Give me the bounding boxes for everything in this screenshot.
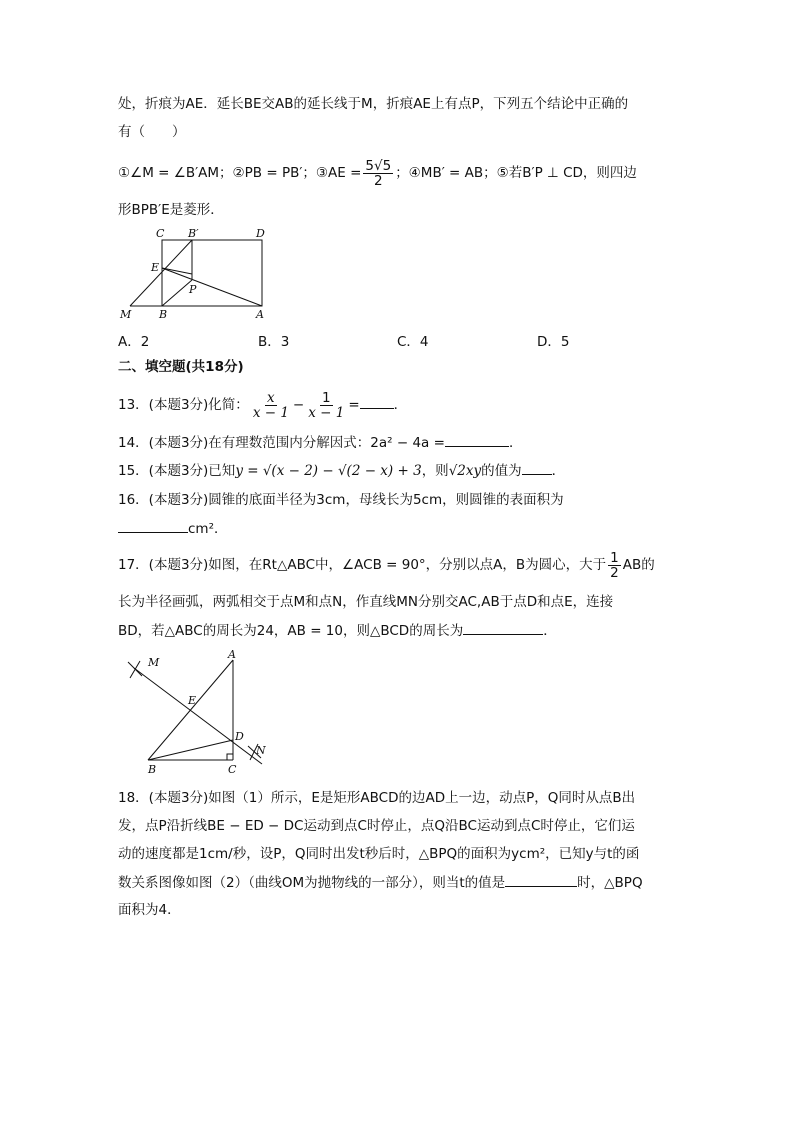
rect-abcd <box>162 240 262 306</box>
label-E: E <box>151 261 160 274</box>
q17-half-num: 1 <box>610 549 619 566</box>
q14-text: 14．(本题3分)在有理数范围内分解因式：2a² − 4a = <box>118 435 445 451</box>
q12-line4: 形BPB′E是菱形． <box>118 202 224 218</box>
q12-figure <box>118 224 278 324</box>
label-N: N <box>256 744 266 757</box>
q16-unit: cm²． <box>188 521 228 537</box>
q13 <box>118 390 407 420</box>
q17-end: ． <box>543 623 557 639</box>
option-a[interactable]: A．2 <box>118 334 150 350</box>
q13-frac1 <box>251 391 291 420</box>
q13-frac2 <box>306 391 346 420</box>
q18-line5: 面积为4． <box>118 902 181 918</box>
q12-ae-fraction <box>363 159 393 188</box>
q15-sqrt: √2xy <box>448 463 482 479</box>
q12-line2: 有（ ） <box>118 124 186 140</box>
line-m-bp <box>130 240 192 306</box>
q13-end: ． <box>393 397 408 413</box>
option-c[interactable]: C．4 <box>397 334 429 350</box>
line-e-bp2 <box>162 268 192 274</box>
q17-line1b: AB的 <box>622 557 655 573</box>
label-B: B <box>148 763 157 776</box>
option-d[interactable]: D．5 <box>537 334 570 350</box>
label-B: B <box>159 308 168 321</box>
q13-blank[interactable] <box>360 394 394 409</box>
q16-line2 <box>118 518 228 539</box>
q14-blank[interactable] <box>445 432 509 447</box>
line-e-a <box>162 268 262 306</box>
label-D: D <box>256 227 265 240</box>
line-bd <box>148 740 233 760</box>
q16-blank[interactable] <box>118 518 188 533</box>
q14 <box>118 432 522 453</box>
q15-blank[interactable] <box>522 460 552 475</box>
q15-end: ． <box>551 463 566 479</box>
q15-expr: y = √(x − 2) − √(2 − x) + 3 <box>235 463 422 479</box>
line-b-p <box>162 280 192 306</box>
q17-line3-text: BD，若△ABC的周长为24，AB = 10，则△BCD的周长为 <box>118 623 464 639</box>
label-C: C <box>228 763 237 776</box>
q12-line1: 处，折痕为AE．延长BE交AB的延长线于M，折痕AE上有点P，下列五个结论中正确的 <box>118 96 629 112</box>
q15-prefix: 15．(本题3分)已知 <box>118 463 236 479</box>
q18-blank[interactable] <box>505 872 577 887</box>
q12-statements <box>118 158 637 188</box>
label-E: E <box>188 694 197 707</box>
line-mn <box>134 668 262 764</box>
section-heading: 二、填空题(共18分) <box>118 359 244 375</box>
q13-eq: = <box>348 397 360 413</box>
q13-f2-den: x − 1 <box>308 404 345 421</box>
q12-statements-b: ；④MB′ = AB；⑤若B′P ⊥ CD，则四边 <box>395 165 637 181</box>
q17-half-den: 2 <box>610 564 619 581</box>
q18-line3: 动的速度都是1cm/秒，设P，Q同时出发t秒后时，△BPQ的面积为ycm²，已知y与t的函 <box>118 846 640 862</box>
q13-prefix: 13．(本题3分)化简： <box>118 397 249 413</box>
q17-half <box>608 551 621 580</box>
q15 <box>118 460 565 481</box>
q18-line4b: 时，△BPQ <box>577 875 643 891</box>
label-P: P <box>189 283 197 296</box>
q14-end: ． <box>508 435 523 451</box>
right-angle-mark <box>227 754 233 760</box>
arc-m2 <box>130 661 140 678</box>
label-C: C <box>156 227 165 240</box>
q16-line1: 16．(本题3分)圆锥的底面半径为3cm，母线长为5cm，则圆锥的表面积为 <box>118 492 564 508</box>
q13-f2-num: 1 <box>321 389 331 406</box>
label-M: M <box>148 656 160 669</box>
q13-minus: − <box>292 397 305 413</box>
label-Bp: B′ <box>188 227 199 240</box>
option-b[interactable]: B．3 <box>258 334 290 350</box>
q17-line1 <box>118 550 655 580</box>
q13-f1-num: x <box>267 389 275 406</box>
q12-statements-a: ①∠M = ∠B′AM；②PB = PB′；③AE = <box>118 165 362 181</box>
q17-figure <box>118 648 278 778</box>
q12-ae-num: 5√5 <box>365 157 392 174</box>
label-M: M <box>120 308 132 321</box>
label-D: D <box>235 730 244 743</box>
label-A: A <box>256 308 264 321</box>
q18-line1: 18．(本题3分)如图（1）所示，E是矩形ABCD的边AD上一边，动点P，Q同时从点B出 <box>118 790 636 806</box>
q12-ae-den: 2 <box>374 172 383 189</box>
q18-line4 <box>118 872 643 893</box>
q18-line4a: 数关系图像如图（2）（曲线OM为抛物线的一部分），则当t的值是 <box>118 875 506 891</box>
q17-line3 <box>118 620 557 641</box>
q15-mid: ，则 <box>421 463 449 479</box>
q17-line2: 长为半径画弧，两弧相交于点M和点N，作直线MN分别交AC,AB于点D和点E，连接 <box>118 594 614 610</box>
q15-suffix: 的值为 <box>481 463 522 479</box>
q18-line2: 发，点P沿折线BE − ED − DC运动到点C时停止，点Q沿BC运动到点C时停止，它们运 <box>118 818 635 834</box>
label-A: A <box>228 648 236 661</box>
q17-line1a: 17．(本题3分)如图，在Rt△ABC中，∠ACB = 90°，分别以点A，B为圆心，大于 <box>118 557 607 573</box>
q13-f1-den: x − 1 <box>252 404 289 421</box>
q17-blank[interactable] <box>463 620 543 635</box>
